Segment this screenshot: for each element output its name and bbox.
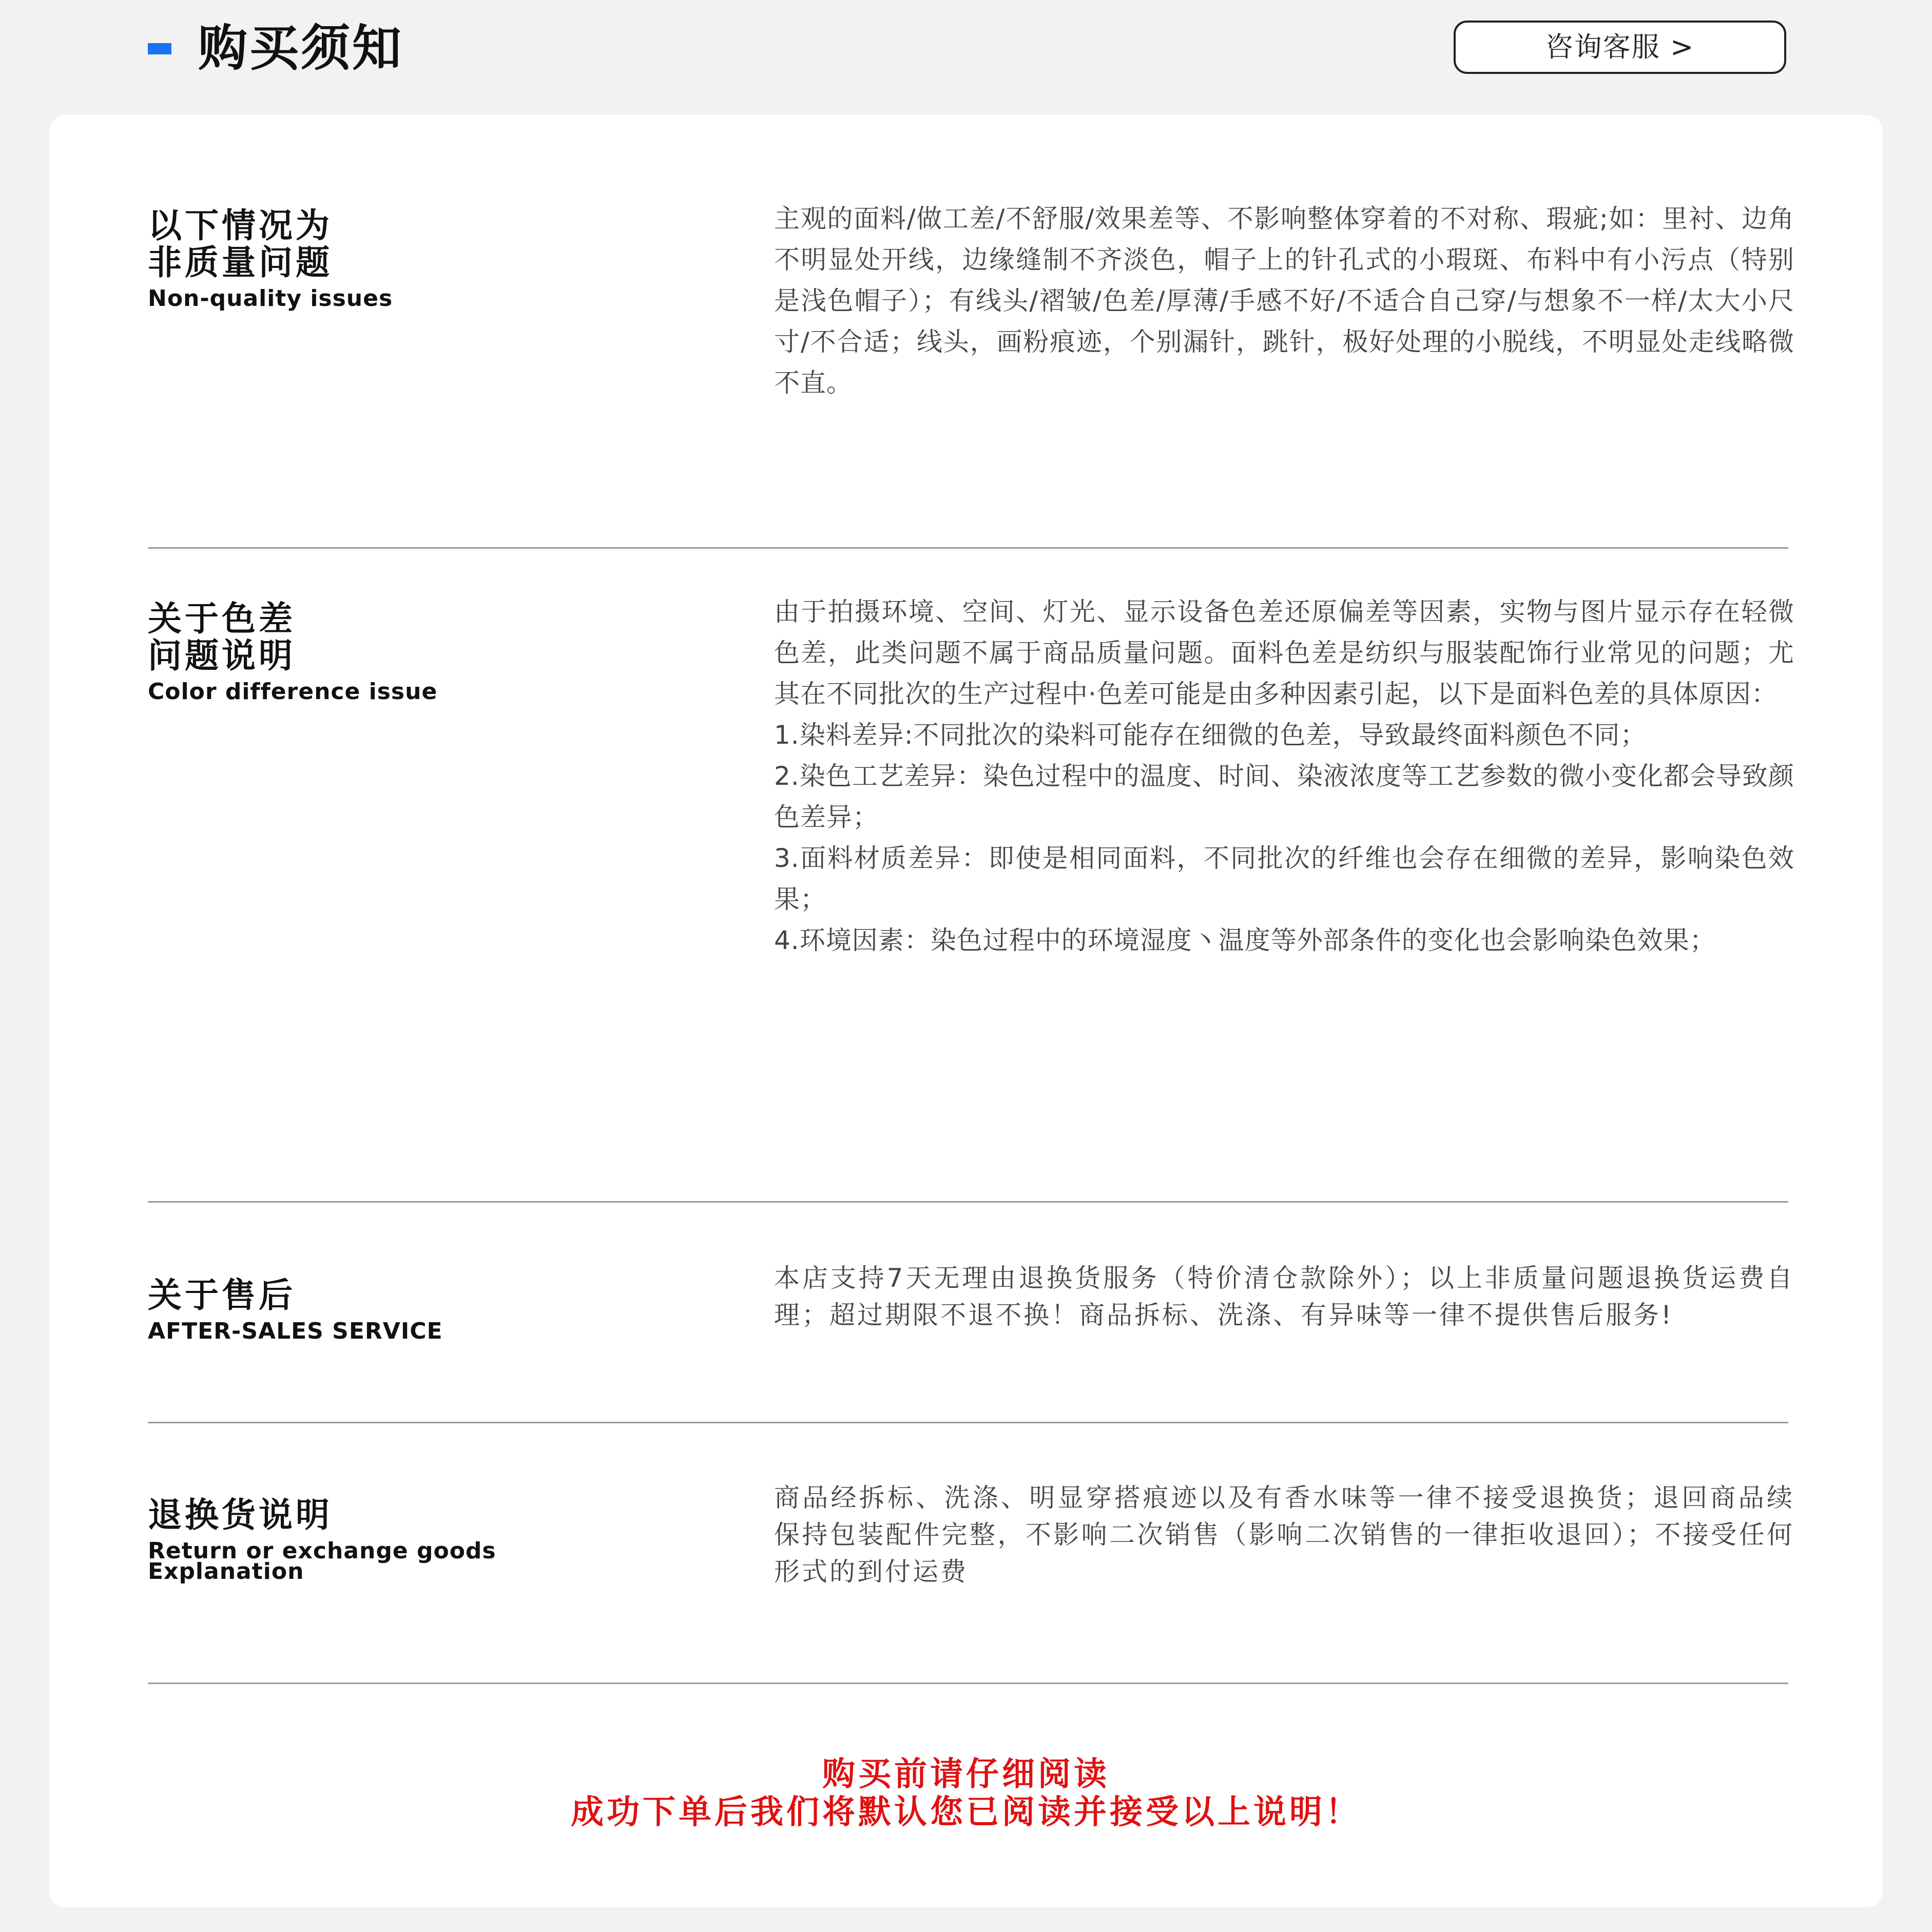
page-title: 购买须知 [198,20,403,77]
notice-card [49,115,1883,1907]
title-marker [148,43,171,54]
section-title-line: 以下情况为 [148,206,333,245]
section-body [774,198,1794,403]
section-title-line: 问题说明 [148,636,296,675]
section-subtitle: Color difference issue [148,679,438,705]
section-heading [148,1277,712,1342]
section-title-line: 关于售后 [148,1276,296,1315]
divider [148,1201,1788,1203]
section-paragraph: 3.面料材质差异：即使是相同面料，不同批次的纤维也会存在细微的差异，影响染色效果； [774,843,1794,914]
section-subtitle: Return or exchange goods [148,1538,496,1564]
section-body [774,1479,1794,1590]
consult-customer-service-button[interactable]: 咨询客服 > [1454,21,1786,74]
notice-line: 成功下单后我们将默认您已阅读并接受以上说明！ [571,1793,1361,1831]
section-subtitle: AFTER-SALES SERVICE [148,1318,443,1344]
divider [148,547,1788,549]
notice-line: 购买前请仔细阅读 [822,1755,1110,1793]
section-paragraph: 4.环境因素：染色过程中的环境湿度丶温度等外部条件的变化也会影响染色效果； [774,925,1716,955]
section-heading [148,599,712,705]
section-title-line: 非质量问题 [148,243,333,282]
section-paragraph: 主观的面料/做工差/不舒服/效果差等、不影响整体穿着的不对称、瑕疵;如：里衬、边角不明显处开线，边缘缝制不齐淡色，帽子上的针孔式的小瑕斑、布料中有小污点（特别是浅色帽子）；有线头/褶皱/色差/厚薄/手感不好/不适合自己穿/与想象不一样/太大小尺寸/不合适；线头，画粉痕迹，个别漏针，跳针，极好处理的小脱线，不明显处走线略微不直。 [774,204,1794,398]
section-paragraph: 2.染色工艺差异：染色过程中的温度、时间、染液浓度等工艺参数的微小变化都会导致颜色差异； [774,761,1794,832]
section-paragraph: 由于拍摄环境、空间、灯光、显示设备色差还原偏差等因素，实物与图片显示存在轻微色差，此类问题不属于商品质量问题。面料色差是纺织与服装配饰行业常见的问题；尤其在不同批次的生产过程中·色差可能是由多种因素引起，以下是面料色差的具体原因： [774,597,1794,709]
section-subtitle: Non-quality issues [148,285,393,312]
section-body [774,1260,1794,1334]
header [0,0,1932,103]
section-heading [148,1495,712,1585]
section-heading [148,206,712,312]
section-title-line: 退换货说明 [148,1495,333,1535]
section-paragraph: 1.染料差异:不同批次的染料可能存在细微的色差，导致最终面料颜色不同； [774,720,1647,750]
section-paragraph: 商品经拆标、洗涤、明显穿搭痕迹以及有香水味等一律不接受退换货；退回商品续保持包装配件完整，不影响二次销售（影响二次销售的一律拒收退回）；不接受任何形式的到付运费 [774,1483,1794,1587]
section-subtitle: Explanation [148,1558,304,1585]
divider [148,1683,1788,1684]
section-title-line: 关于色差 [148,599,296,639]
divider [148,1422,1788,1423]
section-paragraph: 本店支持7天无理由退换货服务（特价清仓款除外）；以上非质量问题退换货运费自理；超过期限不退不换！商品拆标、洗涤、有异味等一律不提供售后服务! [774,1263,1794,1330]
section-body [774,591,1794,961]
